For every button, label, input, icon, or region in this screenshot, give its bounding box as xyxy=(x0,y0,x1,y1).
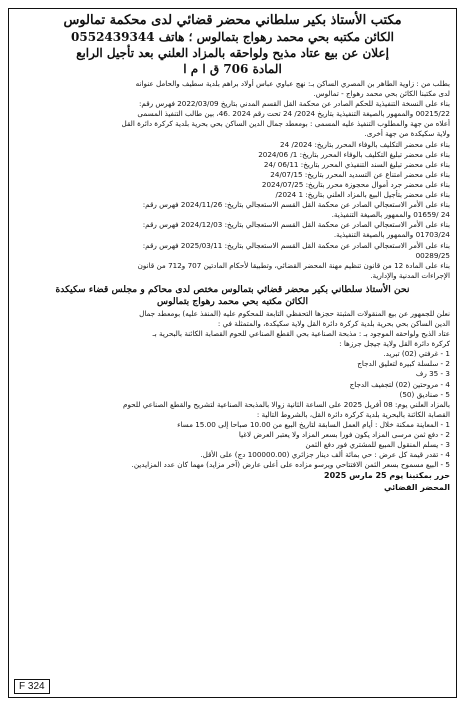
body-line: بناء على محضر جرد أموال محجوزة محرر بتاريخ: 2024/07/25 xyxy=(261,179,450,189)
condition-line: 4 - تقدر قيمة كل عرض : حي بمائة ألف دينار جزائري (100000.00 دج) على الأقل. xyxy=(200,450,450,460)
legal-notice-page xyxy=(8,8,457,698)
sale-line: كركرة دائرة القل ولاية جيجل جرزها : xyxy=(339,339,450,349)
body-line: الإجراءات المدنية والإدارية. xyxy=(370,270,450,280)
reference-number: F 324 xyxy=(14,679,50,694)
body-line: 00215/22 والممهور بالصيغة التنفيذية بتاريخ 2024/ 24 تحت رقم 2024 .46، بين طالب التنفيذ المسمى xyxy=(137,109,450,119)
body-line: لدى مكتبنا الكائن بحي محمد رهواج - تمالوس. xyxy=(313,89,450,99)
legal-article: المادة 706 ق ا م ا xyxy=(183,62,282,76)
sale-line: بالمزاد العلني يوم: 08 أفريل 2025 على الساعة الثانية زوالا بالمذبحة الصناعية لتشريح والقطع الصناعي للحوم xyxy=(123,399,450,409)
body-line: أعلاه من جهة والمطلوب التنفيذ عليه المسمى : بومعطد جمال الدين الساكن بحي بحرية بلدية كركرة دائرة القل xyxy=(121,119,450,129)
body-line: بناء على الأمر الاستعجالي الصادر عن محكمة القل القسم الاستعجالي بتاريخ: 2025/03/11 فهرس رقم: xyxy=(142,240,450,250)
condition-line: 1 - المعاينة ممكنة خلال : أيام العمل السابقة لتاريخ البيع من 10.00 صباحا إلى 15.00 مساء xyxy=(177,419,450,429)
body-line: بناء على محضر بتأجيل البيع بالمزاد العلني بتاريخ: 1 2024/ xyxy=(275,190,450,200)
item-line: 5 - صناديق (50) xyxy=(399,389,450,399)
body-line: 00289/25 xyxy=(415,250,450,260)
office-address-phone: الكائن مكتبه بحي محمد رهواج بتمالوس ؛ هاتف 0552439344 xyxy=(71,30,394,44)
sale-line: نعلن للجمهور عن بيع المنقولات المثبتة حجزها التحفظي التابعة للمحكوم عليه (المنفذ عليه) بومعطد جمال xyxy=(139,308,450,318)
item-line: 3 - 35 رف xyxy=(415,369,450,379)
item-line: 1 - غرفتي (02) تبريد. xyxy=(383,349,450,359)
bailiff-signature: المحضر القضائي xyxy=(383,483,450,493)
sale-line: عتاد الذبح ولواحقه الموجود بـ : مذبحة الصناعية بحي القطع الصناعي للحوم القصابة الكائنة بالبحرية بـ xyxy=(152,329,450,339)
item-line: 4 - مروحتين (02) لتجفيف الدجاج xyxy=(349,379,450,389)
notice-footer xyxy=(15,470,450,494)
bailiff-title xyxy=(15,284,450,308)
body-line: بناء على محضر التكليف بالوفاء المحرر بتاريخ: 2024/ 24 xyxy=(280,139,450,149)
body-line: بناء على النسخة التنفيذية للحكم الصادر عن محكمة القل القسم المدني بتاريخ 2022/03/09 فهرس رقم: xyxy=(139,99,450,109)
notice-body xyxy=(15,79,450,281)
body-line: بطلب من : زاوية الطاهر بن المصري الساكن بـ: نهج عباوي عباس أولاد براهم بلدية سطيف والحامل عنوانه xyxy=(135,79,450,88)
sale-line: الدين الساكن بحي بحرية بلدية كركرة دائرة القل ولاية سكيكدة، والمتمثلة في : xyxy=(217,318,450,328)
body-line: بناء على المادة 12 من قانون تنظيم مهنة المحضر القضائي، وتطبيقا لأحكام المادتين 707 و712 من قانون xyxy=(137,260,450,270)
condition-line: 5 - البيع مسموح بسعر الثمن الافتتاحي ويرسو مزاده على أعلى عارض (آخر مزايد) مهما كان عدد المزايدين. xyxy=(131,460,450,470)
body-line: بناء على محضر تبليغ السند التنفيذي المحرر بتاريخ: 06/11 /24 xyxy=(263,159,450,169)
bailiff-office-line: الكائن مكتبه بحي محمد رهواج بتمالوس xyxy=(156,295,309,307)
office-title: مكتب الأستاذ بكير سلطاني محضر قضائي لدى محكمة تمالوس xyxy=(63,13,402,28)
body-line: بناء على الأمر الاستعجالي الصادر عن محكمة القل القسم الاستعجالي بتاريخ: 2024/11/26 فهرس رقم: xyxy=(142,200,450,210)
bailiff-name-line: نحن الأستاذ سلطاني بكير محضر قضائي بتمالوس مختص لدى محاكم و مجلس قضاء سكيكدة xyxy=(55,283,410,295)
item-line: 2 - سلسلة كبيرة لتعليق الدجاج xyxy=(357,359,450,369)
body-line: 24 /01659 والممهور بالصيغة التنفيذية. xyxy=(331,210,450,220)
sale-conditions xyxy=(15,309,450,471)
body-line: بناء على محضر امتناع عن التسديد المحرر بتاريخ: 24/07/15 xyxy=(270,169,450,179)
body-line: بناء على محضر تبليغ التكليف بالوفاء المحرر بتاريخ: 1/ 2024/06 xyxy=(258,149,450,159)
notice-header xyxy=(15,13,450,77)
notice-title: إعلان عن بيع عتاد مذبح ولواحقه بالمزاد العلني بعد تأجيل الرابع xyxy=(76,46,389,60)
condition-line: 3 - يسلم المنقول المبيع للمشتري فور دفع الثمن xyxy=(305,440,450,450)
issue-date: حرر بمكتبنا يوم 25 مارس 2025 xyxy=(324,471,450,481)
body-line: 01703/24 والممهور بالصيغة التنفيذية. xyxy=(333,230,450,240)
sale-line: القصابة الكائنة بالبحرية بلدية كركرة دائرة القل، بالشروط التالية : xyxy=(256,409,450,419)
body-line: بناء على الأمر الاستعجالي الصادر عن محكمة القل القسم الاستعجالي بتاريخ: 2024/12/03 فهرس رقم: xyxy=(142,220,450,230)
body-line: ولاية سكيكدة من جهة أخرى. xyxy=(364,129,450,139)
condition-line: 2 - دفع ثمن مرسى المزاد يكون فورا بسعر المزاد ولا يعتبر العرض لاغيا xyxy=(238,430,450,439)
